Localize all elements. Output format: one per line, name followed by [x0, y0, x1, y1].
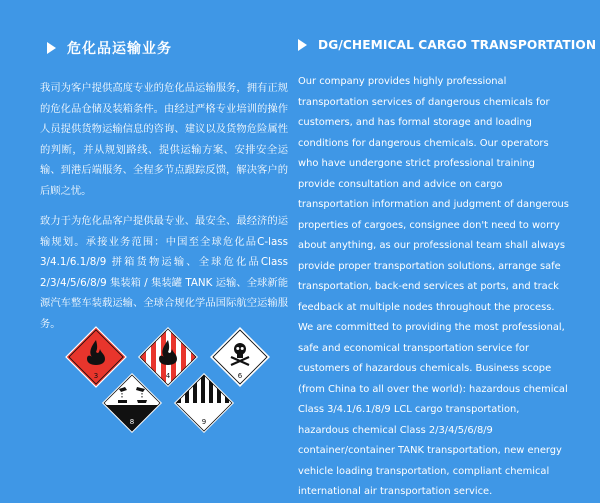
section-heading-en — [298, 38, 597, 52]
sign-class-number: 8 — [129, 418, 135, 426]
english-section — [298, 38, 597, 503]
paragraph-cn-1: 我司为客户提供高度专业的危化品运输服务，拥有正规的危化品仓储及装箱条件。由经过严格专业培训的操作人员提供货物运输信息的咨询、建议以及货物危险属性的判断，并从规划路线、提供运输方案、安排安全运输、到港后端服务、全程多节点跟踪反馈，解决客户的后顾之忧。 — [40, 82, 288, 197]
sign-class-number: 4 — [165, 372, 171, 380]
paragraph-en-2: We are committed to providing the most professional, safe and economical transportation service for customers of hazardous chemicals. Business scope (from China to all over the world): hazardous chemical Class 3/4.1/6.1/8/9 LCL cargo transportation, hazardous chemical Class 2/3/4/5/6/8/9 container/container TANK transportation, new energy vehicle loading transportation, compliant chemical international air transportation service. — [298, 322, 568, 497]
sign-class-number: 9 — [201, 418, 207, 426]
sign-class-number: 3 — [93, 372, 99, 380]
triangle-bullet-icon — [298, 39, 307, 51]
sign-class-number: 6 — [237, 372, 243, 380]
miscellaneous-sign-icon — [173, 372, 235, 434]
section-title-cn: 危化品运输业务 — [67, 41, 172, 57]
triangle-bullet-icon — [47, 42, 56, 54]
paragraph-en-1: Our company provides highly professional transportation services of dangerous chemicals for customers, and has formal storage and loading conditions for dangerous chemicals. Our operators who have undergone strict professional training provide consultation and advice on cargo transportation information and judgment of dangerous properties of cargoes, consignee don't need to worry about anything, as our professional team shall always provide proper transportation solutions, arrange safe transportation, back-end services at ports, and track feedback at multiple nodes throughout the process. — [298, 76, 569, 313]
chinese-section — [40, 38, 288, 344]
section-heading-cn — [47, 38, 288, 58]
hazard-signs-group — [65, 326, 285, 434]
paragraph-cn-2: 致力于为危化品客户提供最专业、最安全、最经济的运输规划。承接业务范围：中国至全球危化品C-lass 3/4.1/6.1/8/9 拼箱货物运输、全球危化品Class 2/3/4/5/6/8/9 集装箱 / 集装罐 TANK 运输、全球新能源汽车整车装载运输、全球合规化学品国际航空运输服务。 — [40, 215, 288, 330]
section-title-en: DG/CHEMICAL CARGO TRANSPORTATION — [318, 38, 597, 52]
corrosive-sign-icon — [101, 372, 163, 434]
